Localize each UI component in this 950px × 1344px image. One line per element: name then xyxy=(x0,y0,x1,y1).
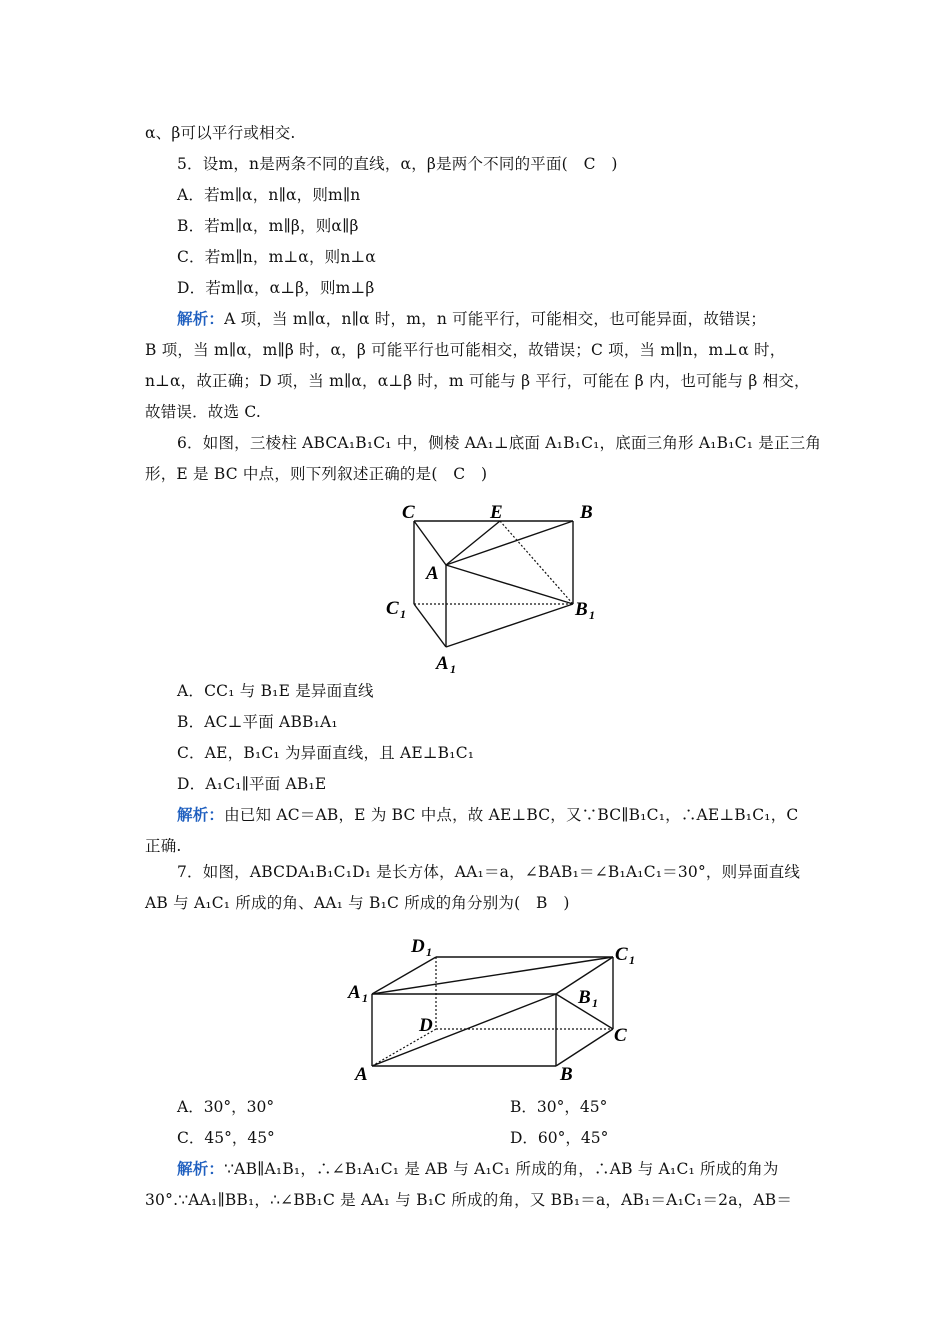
option-5d: D．若m∥α，α⊥β，则m⊥β xyxy=(177,279,375,297)
question-7-cont: AB 与 A₁C₁ 所成的角、AA₁ 与 B₁C 所成的角分别为( B ) xyxy=(145,894,570,912)
option-5c: C．若m∥n，m⊥α，则n⊥α xyxy=(177,248,376,266)
analysis-6-line2: 正确. xyxy=(145,837,182,855)
analysis-label: 解析： xyxy=(177,1159,225,1178)
label-D: D xyxy=(419,1015,433,1036)
label-B: B xyxy=(580,502,593,523)
label-C: C xyxy=(614,1025,627,1046)
label-A1: A xyxy=(348,982,361,1003)
label-A: A xyxy=(426,563,439,584)
label-C1-sub: 1 xyxy=(400,607,406,621)
analysis-6-line1: 解析：由已知 AC＝AB，E 为 BC 中点，故 AE⊥BC，又∵BC∥B₁C₁，∴AE⊥B₁C₁，C xyxy=(177,805,799,824)
label-E: E xyxy=(490,502,503,523)
text-line: α、β可以平行或相交. xyxy=(145,124,296,142)
option-7c: C．45°，45° xyxy=(177,1129,275,1147)
analysis-5-line3: n⊥α，故正确；D 项，当 m∥α，α⊥β 时，m 可能与 β 平行，可能在 β 内，也可能与 β 相交， xyxy=(145,372,810,390)
label-C1-sub: 1 xyxy=(629,953,635,967)
option-7d: D．60°，45° xyxy=(510,1129,609,1147)
label-A: A xyxy=(355,1064,368,1085)
option-6d: D．A₁C₁∥平面 AB₁E xyxy=(177,775,327,793)
label-B1: B xyxy=(575,599,588,620)
option-7a: A．30°，30° xyxy=(177,1098,275,1116)
question-6-cont: 形，E 是 BC 中点，则下列叙述正确的是( C ) xyxy=(145,465,488,483)
label-B1: B xyxy=(578,987,591,1008)
analysis-5-line2: B 项，当 m∥α，m∥β 时，α，β 可能平行也可能相交，故错误；C 项，当 m∥n，m⊥α 时， xyxy=(145,341,786,359)
option-5a: A．若m∥α，n∥α，则m∥n xyxy=(177,186,361,204)
option-7b: B．30°，45° xyxy=(510,1098,608,1116)
analysis-label: 解析： xyxy=(177,805,225,824)
label-B: B xyxy=(560,1064,573,1085)
option-6a: A．CC₁ 与 B₁E 是异面直线 xyxy=(177,682,374,700)
label-D1-sub: 1 xyxy=(426,945,432,959)
question-5: 5．设m，n是两条不同的直线，α，β是两个不同的平面( C ) xyxy=(177,155,618,173)
label-A1-sub: 1 xyxy=(362,991,368,1005)
label-A1-sub: 1 xyxy=(450,662,456,676)
label-C1: C xyxy=(615,944,628,965)
question-6: 6．如图，三棱柱 ABCA₁B₁C₁ 中，侧棱 AA₁⊥底面 A₁B₁C₁，底面三角形 A₁B₁C₁ 是正三角 xyxy=(177,434,822,452)
label-B1-sub: 1 xyxy=(589,608,595,622)
label-D1: D xyxy=(411,936,425,957)
figure-6-prism xyxy=(380,496,610,676)
figure-7-cuboid xyxy=(345,928,645,1088)
option-5b: B．若m∥α，m∥β，则α∥β xyxy=(177,217,359,235)
label-C: C xyxy=(402,502,415,523)
label-A1: A xyxy=(436,653,449,674)
analysis-7-line1: 解析：∵AB∥A₁B₁，∴∠B₁A₁C₁ 是 AB 与 A₁C₁ 所成的角，∴AB 与 A₁C₁ 所成的角为 xyxy=(177,1159,779,1178)
analysis-5-line1: 解析：A 项，当 m∥α，n∥α 时，m，n 可能平行，可能相交，也可能异面，故错误； xyxy=(177,309,767,328)
analysis-7-line2: 30°.∵AA₁∥BB₁，∴∠BB₁C 是 AA₁ 与 B₁C 所成的角，又 BB₁＝a，AB₁＝A₁C₁＝2a，AB＝ xyxy=(145,1191,793,1209)
label-B1-sub: 1 xyxy=(592,996,598,1010)
option-6c: C．AE，B₁C₁ 为异面直线，且 AE⊥B₁C₁ xyxy=(177,744,475,762)
label-C1: C xyxy=(386,598,399,619)
question-7: 7．如图，ABCDA₁B₁C₁D₁ 是长方体，AA₁＝a，∠BAB₁＝∠B₁A₁C₁＝30°，则异面直线 xyxy=(177,863,801,881)
analysis-5-line4: 故错误．故选 C. xyxy=(145,403,261,421)
analysis-label: 解析： xyxy=(177,309,225,328)
option-6b: B．AC⊥平面 ABB₁A₁ xyxy=(177,713,338,731)
